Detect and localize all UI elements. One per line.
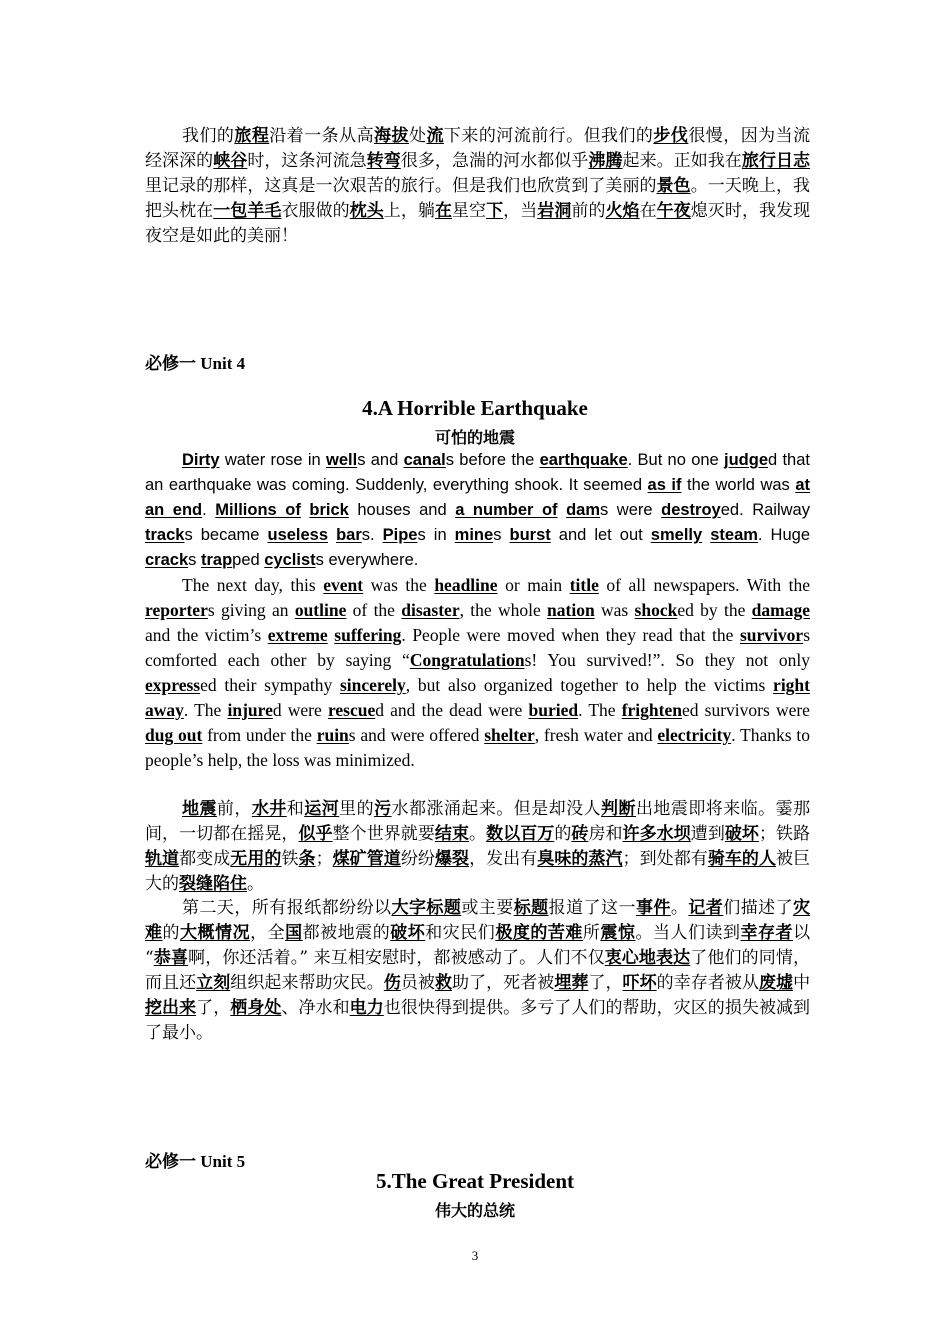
vocab-keyword: sincerely bbox=[339, 675, 406, 695]
vocab-keyword: burst bbox=[509, 526, 551, 544]
vocab-keyword: destroy bbox=[661, 501, 721, 519]
vocab-keyword: 伤 bbox=[383, 973, 401, 993]
intro-chinese-paragraph: 我们的旅程沿着一条从高海拔处流下来的河流前行。但我们的步伐很慢，因为当流经深深的峡谷时，这条河流急转弯很多，急湍的河水都似乎沸腾起来。正如我在旅行日志里记录的那样，这真是一次艰苦的旅行。但是我们也欣赏到了美丽的景色。一天晚上，我把头枕在一包羊毛衣服做的枕头上，躺在星空下，当岩洞前的火焰在午夜熄灭时，我发现夜空是如此的美丽！ bbox=[145, 126, 811, 246]
unit4-chinese-paragraph-2: 第二天，所有报纸都纷纷以大字标题或主要标题报道了这一事件。记者们描述了灾难的大概情况，全国都被地震的破坏和灾民们极度的苦难所震惊。当人们读到幸存者以 “恭喜啊，你还活着。” 来互相安慰时，都被感动了。人们不仅衷心地表达了他们的同情，而且还立刻组织起来帮助灾民。伤员被救助了，死者被埋葬了，吓坏的幸存者被从废墟中挖出来了，栖身处、净水和电力也很快得到提供。多亏了人们的帮助，灾区的损失被减到了最小。 bbox=[145, 898, 811, 1043]
vocab-keyword: 煤矿管道 bbox=[332, 849, 401, 869]
vocab-keyword: 恭喜 bbox=[153, 948, 189, 968]
vocab-keyword: 条 bbox=[298, 849, 316, 869]
vocab-keyword: trap bbox=[200, 551, 233, 569]
unit4-chinese-paragraph-1: 地震前，水井和运河里的污水都涨涌起来。但是却没人判断出地震即将来临。霎那间，一切都在摇晃，似乎整个世界就要结束。数以百万的砖房和许多水坝遭到破坏；铁路轨道都变成无用的铁条；煤矿管道纷纷爆裂，发出有臭味的蒸汽；到处都有骑车的人被巨大的裂缝陷住。 bbox=[145, 799, 811, 894]
vocab-keyword: buried bbox=[528, 700, 579, 720]
vocab-keyword: 海拔 bbox=[374, 126, 409, 146]
vocab-keyword: 骑车的人 bbox=[707, 849, 777, 869]
vocab-keyword: headline bbox=[434, 575, 498, 595]
vocab-keyword: 污 bbox=[374, 799, 392, 819]
vocab-keyword: brick bbox=[309, 501, 349, 519]
vocab-keyword: 旅行日志 bbox=[741, 151, 811, 171]
vocab-keyword: 立刻 bbox=[196, 973, 231, 993]
vocab-keyword: bar bbox=[336, 526, 362, 544]
vocab-keyword: 转弯 bbox=[366, 151, 401, 171]
vocab-keyword: shock bbox=[634, 600, 678, 620]
vocab-keyword: suffering bbox=[334, 625, 402, 645]
vocab-keyword: 砖 bbox=[571, 824, 589, 844]
unit5-title: 5.The Great President bbox=[375, 1169, 575, 1193]
vocab-keyword: 破坏 bbox=[724, 824, 759, 844]
vocab-keyword: 数以百万 bbox=[486, 824, 555, 844]
vocab-keyword: crack bbox=[145, 551, 189, 569]
vocab-keyword: shelter bbox=[484, 725, 535, 745]
vocab-keyword: outline bbox=[294, 600, 347, 620]
vocab-keyword: dug out bbox=[145, 725, 203, 745]
vocab-keyword: earthquake bbox=[539, 451, 628, 469]
unit4-subtitle: 可怕的地震 bbox=[434, 428, 515, 447]
vocab-keyword: 沸腾 bbox=[588, 151, 623, 171]
vocab-keyword: 救 bbox=[434, 973, 452, 993]
vocab-keyword: useless bbox=[267, 526, 329, 544]
vocab-keyword: Pipe bbox=[382, 526, 418, 544]
vocab-keyword: 国 bbox=[285, 923, 303, 943]
vocab-keyword: 记者 bbox=[688, 898, 724, 918]
vocab-keyword: ruin bbox=[316, 725, 349, 745]
vocab-keyword: at an end bbox=[145, 476, 810, 519]
vocab-keyword: damage bbox=[751, 600, 810, 620]
vocab-keyword: 事件 bbox=[635, 898, 671, 918]
vocab-keyword: 吓坏 bbox=[622, 973, 657, 993]
vocab-keyword: 电力 bbox=[349, 998, 384, 1018]
vocab-keyword: electricity bbox=[657, 725, 732, 745]
vocab-keyword: 破坏 bbox=[390, 923, 426, 943]
vocab-keyword: 水井 bbox=[251, 799, 287, 819]
vocab-keyword: reporter bbox=[145, 600, 208, 620]
vocab-keyword: 臭味的蒸汽 bbox=[537, 849, 623, 869]
vocab-keyword: 判断 bbox=[601, 799, 636, 819]
vocab-keyword: 轨道 bbox=[145, 849, 180, 869]
vocab-keyword: 衷心地表达 bbox=[604, 948, 691, 968]
vocab-keyword: 旅程 bbox=[234, 126, 270, 146]
vocab-keyword: 裂缝陷住 bbox=[179, 874, 247, 894]
vocab-keyword: 景色 bbox=[656, 176, 691, 196]
vocab-keyword: 火焰 bbox=[605, 201, 640, 221]
vocab-keyword: 结束 bbox=[434, 824, 470, 844]
unit4-label: 必修一 Unit 4 bbox=[145, 354, 246, 373]
vocab-keyword: 震惊 bbox=[600, 923, 636, 943]
vocab-keyword: 废墟 bbox=[758, 973, 794, 993]
page-number: 3 bbox=[471, 1248, 479, 1263]
vocab-keyword: canal bbox=[403, 451, 446, 469]
unit4-english-paragraph-2: The next day, this event was the headline or main title of all newspapers. With the reporters giving an outline of the disaster, the whole nation was shocked by the damage and the victim’s extreme suffering. People were moved when they read that the survivors comforted each other by saying “Congratulations! You survived!”. So they not only expressed their sympathy sincerely, but also organized together to help the victims right away. The injured were rescued and the dead were buried. The frightened survivors were dug out from under the ruins and were offered shelter, fresh water and electricity. Thanks to people’s help, the loss was minimized. bbox=[145, 575, 811, 770]
vocab-keyword: 无用的 bbox=[230, 849, 282, 869]
vocab-keyword: smelly bbox=[650, 526, 703, 544]
vocab-keyword: track bbox=[145, 526, 185, 544]
vocab-keyword: 在 bbox=[434, 201, 452, 221]
vocab-keyword: event bbox=[323, 575, 364, 595]
vocab-keyword: 爆裂 bbox=[434, 849, 470, 869]
vocab-keyword: disaster bbox=[401, 600, 460, 620]
vocab-keyword: 挖出来 bbox=[145, 998, 197, 1018]
unit5-label: 必修一 Unit 5 bbox=[145, 1152, 246, 1171]
vocab-keyword: right away bbox=[145, 675, 810, 720]
vocab-keyword: 步伐 bbox=[653, 126, 689, 146]
vocab-keyword: 极度的苦难 bbox=[495, 923, 583, 943]
unit4-english-paragraph-1: Dirty water rose in wells and canals before the earthquake. But no one judged that an earthquake was coming. Suddenly, everything shook. It seemed as if the world was at an end. Millions of brick houses and a number of dams were destroyed. Railway tracks became useless bars. Pipes in mines burst and let out smelly steam. Huge cracks trapped cyclists everywhere. bbox=[145, 451, 810, 569]
vocab-keyword: 许多水坝 bbox=[622, 824, 691, 844]
vocab-keyword: 地震 bbox=[182, 799, 217, 819]
vocab-keyword: as if bbox=[647, 476, 682, 494]
vocab-keyword: 栖身处 bbox=[230, 998, 282, 1018]
vocab-keyword: 幸存者 bbox=[740, 923, 794, 943]
vocab-keyword: mine bbox=[454, 526, 494, 544]
vocab-keyword: 灾难 bbox=[145, 898, 811, 943]
vocab-keyword: 埋葬 bbox=[554, 973, 589, 993]
vocab-keyword: frighten bbox=[621, 700, 682, 720]
vocab-keyword: 下 bbox=[486, 201, 504, 221]
vocab-keyword: 标题 bbox=[513, 898, 549, 918]
vocab-keyword: 枕头 bbox=[349, 201, 384, 221]
unit4-title: 4.A Horrible Earthquake bbox=[362, 396, 588, 420]
vocab-keyword: Millions of bbox=[215, 501, 301, 519]
vocab-keyword: a number of bbox=[455, 501, 558, 519]
unit5-subtitle: 伟大的总统 bbox=[434, 1201, 515, 1220]
vocab-keyword: title bbox=[569, 575, 599, 595]
vocab-keyword: 流 bbox=[426, 126, 444, 146]
vocab-keyword: 大概情况 bbox=[180, 923, 251, 943]
vocab-keyword: 大字标题 bbox=[391, 898, 462, 918]
vocab-keyword: Dirty bbox=[182, 451, 220, 469]
vocab-keyword: injure bbox=[227, 700, 273, 720]
vocab-keyword: 运河 bbox=[304, 799, 340, 819]
vocab-keyword: judge bbox=[724, 451, 769, 469]
vocab-keyword: extreme bbox=[267, 625, 328, 645]
vocab-keyword: 一包羊毛 bbox=[213, 201, 282, 221]
vocab-keyword: express bbox=[145, 675, 201, 695]
vocab-keyword: Congratulation bbox=[409, 650, 525, 670]
vocab-keyword: 峡谷 bbox=[213, 151, 248, 171]
vocab-keyword: dam bbox=[566, 501, 601, 519]
vocab-keyword: survivor bbox=[740, 625, 804, 645]
vocab-keyword: 似乎 bbox=[298, 824, 333, 844]
vocab-keyword: steam bbox=[710, 526, 758, 544]
vocab-keyword: cyclist bbox=[264, 551, 316, 569]
vocab-keyword: 岩洞 bbox=[537, 201, 572, 221]
vocab-keyword: rescue bbox=[327, 700, 376, 720]
vocab-keyword: nation bbox=[547, 600, 595, 620]
vocab-keyword: 午夜 bbox=[656, 201, 691, 221]
vocab-keyword: well bbox=[326, 451, 358, 469]
